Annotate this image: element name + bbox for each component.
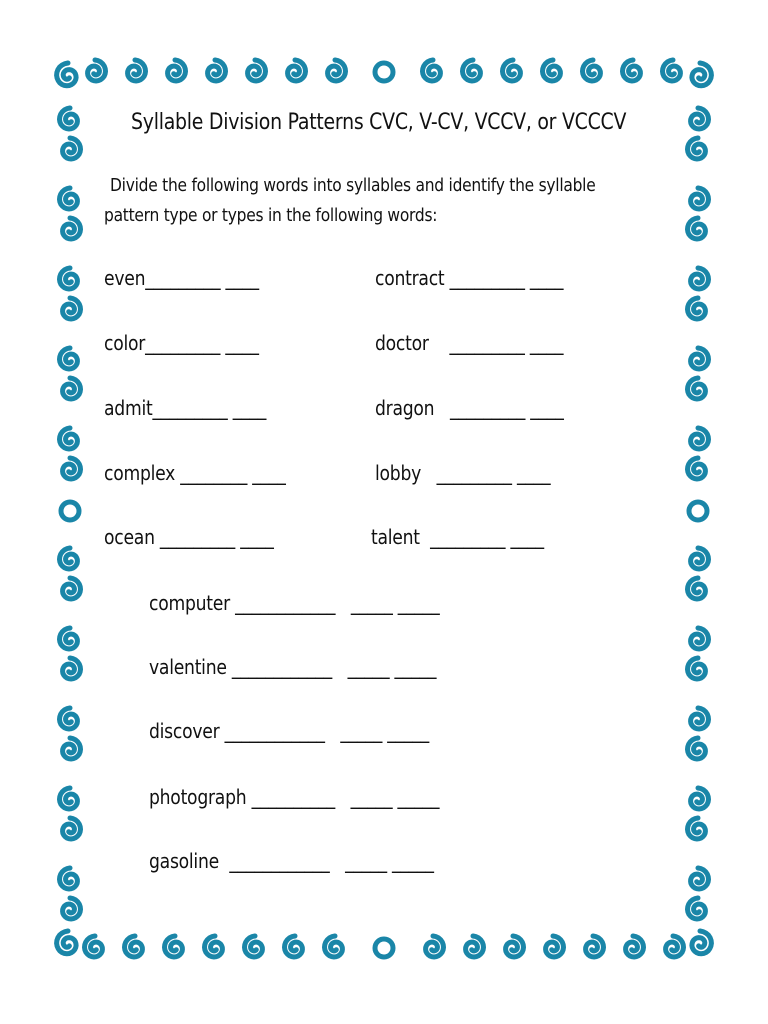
swirl-ornament [60, 868, 78, 889]
swirl-ornament [688, 578, 706, 599]
swirl-ornament [88, 60, 106, 81]
word-even: even_________ ____ [104, 266, 259, 290]
swirl-ornament [288, 60, 306, 81]
swirl-ornament [57, 63, 77, 86]
swirl-ornament [503, 60, 521, 81]
swirl-ornament [248, 60, 266, 81]
swirl-ornament [63, 898, 81, 919]
worksheet-title: Syllable Division Patterns CVC, V-CV, VCCV, or VCCCV [131, 110, 627, 135]
swirl-ornament [285, 936, 303, 957]
word-talent: talent _________ ____ [371, 525, 544, 549]
swirl-ornament [63, 738, 81, 759]
swirl-ornament [546, 936, 564, 957]
swirl-ornament [328, 60, 346, 81]
swirl-ornament [466, 936, 484, 957]
swirl-ornament [543, 60, 561, 81]
swirl-ornament [60, 428, 78, 449]
swirl-ornament [63, 298, 81, 319]
word-gasoline: gasoline ____________ _____ _____ [149, 849, 434, 873]
word-dragon: dragon _________ ____ [375, 396, 564, 420]
swirl-ornament [691, 268, 709, 289]
swirl-ornament [128, 60, 146, 81]
ring-ornament [375, 939, 393, 957]
word-contract: contract _________ ____ [375, 266, 564, 290]
swirl-ornament [63, 578, 81, 599]
swirl-ornament [692, 931, 712, 954]
word-computer: computer ____________ _____ _____ [149, 591, 440, 615]
swirl-ornament [60, 788, 78, 809]
swirl-ornament [245, 936, 263, 957]
word-admit: admit_________ ____ [104, 396, 267, 420]
swirl-ornament [63, 658, 81, 679]
ring-ornament [375, 63, 393, 81]
word-lobby: lobby _________ ____ [375, 461, 551, 485]
swirl-ornament [691, 188, 709, 209]
swirl-ornament [60, 188, 78, 209]
swirl-ornament [688, 658, 706, 679]
swirl-ornament [691, 428, 709, 449]
swirl-ornament [691, 708, 709, 729]
swirl-ornament [60, 628, 78, 649]
swirl-ornament [623, 60, 641, 81]
swirl-ornament [691, 628, 709, 649]
swirl-ornament [663, 60, 681, 81]
swirl-ornament [506, 936, 524, 957]
swirl-ornament [691, 108, 709, 129]
swirl-ornament [688, 298, 706, 319]
swirl-ornament [63, 218, 81, 239]
swirl-ornament [165, 936, 183, 957]
swirl-ornament [205, 936, 223, 957]
swirl-ornament [688, 738, 706, 759]
swirl-ornament [426, 936, 444, 957]
word-complex: complex ________ ____ [104, 461, 286, 485]
swirl-ornament [583, 60, 601, 81]
swirl-ornament [463, 60, 481, 81]
swirl-ornament [57, 931, 77, 954]
ring-ornament [61, 502, 79, 520]
word-photograph: photograph __________ _____ _____ [149, 785, 440, 809]
swirl-ornament [688, 818, 706, 839]
instructions-line-2: pattern type or types in the following words: [104, 205, 438, 226]
swirl-ornament [626, 936, 644, 957]
word-doctor: doctor _________ ____ [375, 331, 564, 355]
swirl-ornament [63, 818, 81, 839]
word-discover: discover ____________ _____ _____ [149, 719, 429, 743]
swirl-ornament [60, 548, 78, 569]
swirl-ornament [125, 936, 143, 957]
swirl-ornament [688, 138, 706, 159]
swirl-ornament [688, 458, 706, 479]
swirl-ornament [85, 936, 103, 957]
swirl-ornament [208, 60, 226, 81]
swirl-ornament [688, 378, 706, 399]
swirl-ornament [666, 936, 684, 957]
ring-ornament [689, 502, 707, 520]
word-color: color_________ ____ [104, 331, 259, 355]
swirl-ornament [423, 60, 441, 81]
instructions-line-1: Divide the following words into syllables and identify the syllable [110, 175, 596, 196]
swirl-ornament [691, 348, 709, 369]
swirl-ornament [692, 63, 712, 86]
word-ocean: ocean _________ ____ [104, 525, 274, 549]
swirl-ornament [60, 708, 78, 729]
swirl-ornament [691, 788, 709, 809]
swirl-ornament [691, 868, 709, 889]
swirl-ornament [63, 138, 81, 159]
swirl-ornament [688, 898, 706, 919]
swirl-ornament [688, 218, 706, 239]
swirl-ornament [60, 268, 78, 289]
swirl-ornament [60, 348, 78, 369]
swirl-ornament [63, 378, 81, 399]
swirl-ornament [325, 936, 343, 957]
swirl-ornament [60, 108, 78, 129]
swirl-ornament [586, 936, 604, 957]
swirl-ornament [168, 60, 186, 81]
word-valentine: valentine ____________ _____ _____ [149, 655, 437, 679]
swirl-ornament [63, 458, 81, 479]
swirl-ornament [691, 548, 709, 569]
